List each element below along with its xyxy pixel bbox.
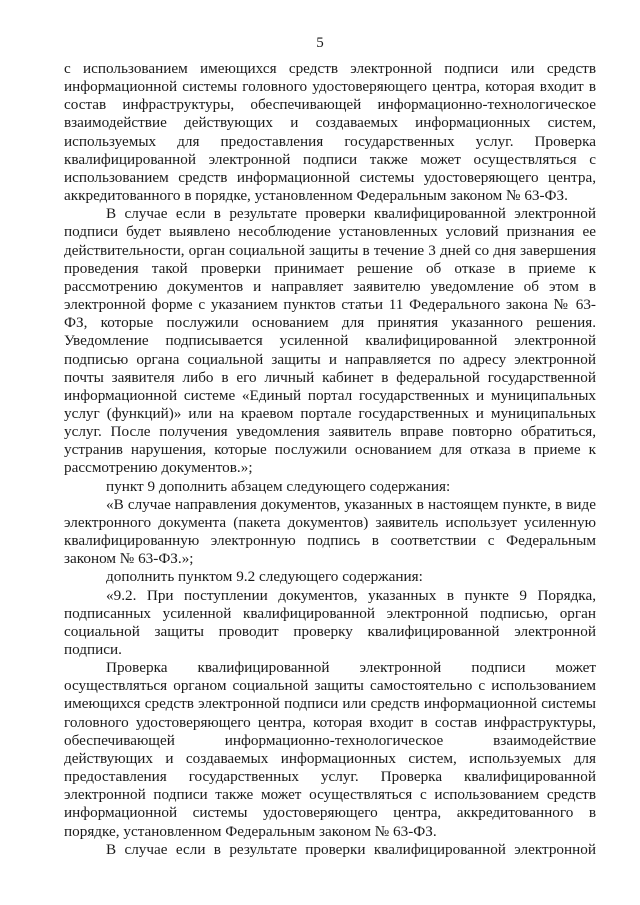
paragraph-point-9-2-text: «9.2. При поступлении документов, указанных в пункте 9 Порядка, подписанных усиленной квалифицированной электронной подписью, орган социальной защиты проводит проверку квалифицированной электронной подписи. [64, 586, 596, 658]
paragraph-point-9-2-amendment: дополнить пунктом 9.2 следующего содержания: [106, 568, 423, 586]
paragraph-point-9-amendment: пункт 9 дополнить абзацем следующего содержания: [106, 477, 451, 495]
paragraph-verification-failure: В случае если в результате проверки квалифицированной электронной подписи будет выявлено несоблюдение установленных условий признания ее действительности, орган социальной защиты в течение 3 дней со дня завершения проведения такой проверки принимает решение об отказе в приеме к рассмотрению документов и направляет заявителю уведомление об этом в электронной форме с указанием пунктов статьи 11 Федерального закона № 63-ФЗ, которые послужили основанием для принятия указанного решения. Уведомление подписывается усиленной квалифицированной электронной подписью органа социальной защиты и направляется по адресу электронной почты заявителя либо в его личный кабинет в федеральной государственной информационной системе «Единый портал государственных и муниципальных услуг (функций)» или на краевом портале государственных и муниципальных услуг. После получения уведомления заявитель вправе повторно обратиться, устранив нарушения, которые послужили основанием для отказа в приеме к рассмотрению документов.»; [64, 205, 596, 477]
paragraph-continuation: с использованием имеющихся средств электронной подписи или средств информационной системы головного удостоверяющего центра, которая входит в состав инфраструктуры, обеспечивающей информационно-технологическое взаимодействие действующих и создаваемых информационных систем, используемых для предоставления государственных услуг. Проверка квалифицированной электронной подписи также может осуществляться с использованием средств информационной системы удостоверяющего центра, аккредитованного в порядке, установленном Федеральным законом № 63-ФЗ. [64, 60, 596, 205]
document-body [64, 60, 596, 859]
paragraph-quoted-electronic-submission: «В случае направления документов, указанных в настоящем пункте, в виде электронного документа (пакета документов) заявитель использует усиленную квалифицированную электронную подпись в соответствии с Федеральным законом № 63-ФЗ.»; [64, 495, 596, 568]
page-number: 5 [316, 35, 324, 51]
paragraph-verification-method: Проверка квалифицированной электронной подписи может осуществляться органом социальной защиты самостоятельно с использованием имеющихся средств электронной подписи или средств информационной системы головного удостоверяющего центра, которая входит в состав инфраструктуры, обеспечивающей информационно-технологическое взаимодействие действующих и создаваемых информационных систем, используемых для предоставления государственных услуг. Проверка квалифицированной электронной подписи также может осуществляться с использованием средств информационной системы удостоверяющего центра, аккредитованного в порядке, установленном Федеральным законом № 63-ФЗ. [64, 659, 596, 840]
paragraph-truncated-last-line: В случае если в результате проверки квалифицированной электронной [106, 840, 596, 858]
